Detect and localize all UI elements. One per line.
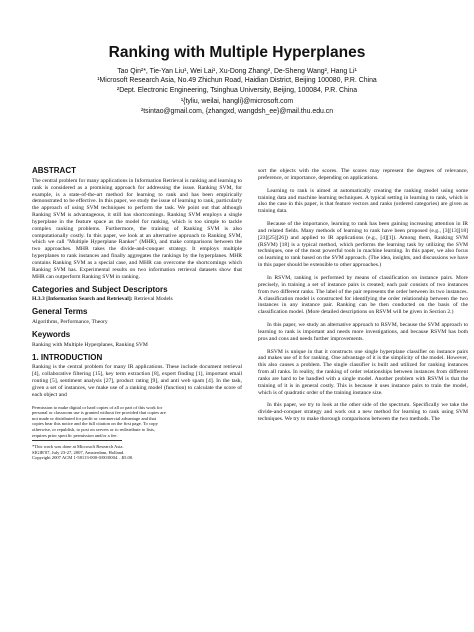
left-column — [32, 168, 242, 461]
author-block — [0, 68, 474, 117]
abstract-heading: ABSTRACT — [32, 166, 76, 175]
body-paragraph: Learning to rank is aimed at automatically creating the ranking model using some training data and machine learning techniques. A typical setting in learning to rank, which is also the case in this paper, is that feature vectors and ranks (ordered categories) are given as training data. — [258, 187, 468, 215]
categories-code: H.3.3 [Information Search and Retrieval]: — [32, 296, 133, 303]
keywords-heading: Keywords — [32, 329, 71, 339]
introduction-text: Ranking is the central problem for many IR applications. These include document retrieval [4], collaborative filtering [15], key term extraction [8], expert finding [1], important email routing [5], sentiment analysis [27], product rating [9], and anti web spam [4]. In the task, given a set of instances, we make use of a ranking model (function) to calculate the score of each object and — [32, 364, 242, 398]
affiliation-2: ²Dept. Electronic Engineering, Tsinghua University, Beijing, 100084, P.R. China — [116, 87, 358, 95]
body-paragraph: In RSVM, ranking is performed by means of classification on instance pairs. More precisely, in training a set of instance pairs is created; each pair consists of two instances from two different ranks. The label of the pair represents the order between its two instances. A classification model is constructed for identifying the order relationship between the two instances in any instance pair. Ranking can be then conducted on the basis of the classification model. (More detailed descriptions on RSVM will be given in Section 2.) — [258, 274, 468, 316]
footnote-divider — [32, 440, 122, 441]
body-paragraph: RSVM is unique in that it constructs one single hyperplane classifier on instance pairs and makes use of it for ranking. One advantage of it is the simplicity of the model. However, this also causes a problem. The single classifier is built and utilized for ranking instances from all ranks. In reality, the ranking of order relationships between instances from different ranks are hard to be handled with a single model. Another problem with RSVM is that the training of it is in general costly. This is because it uses instance pairs to train the model, which is of quadratic order of the training instance size. — [258, 348, 468, 396]
footnote-line: copies bear this notice and the full citation on the first page. To copy — [32, 421, 158, 427]
introduction-heading: 1. INTRODUCTION — [32, 352, 103, 362]
footnote-line: Permission to make digital or hard copies of all or part of this work for — [32, 404, 163, 410]
footnote-line: SIGIR'07, July 23-27, 2007, Amsterdam, Holland. — [32, 449, 125, 455]
categories-heading: Categories and Subject Descriptors — [32, 284, 168, 294]
footnote-line: not made or distributed for profit or commercial advantage and that — [32, 415, 156, 421]
footnote-line: *This work was done at Microsoft Research Asia. — [32, 444, 124, 450]
footnote-line: requires prior specific permission and/or a fee. — [32, 432, 118, 438]
footnote-line: personal or classroom use is granted without fee provided that copies are — [32, 410, 166, 416]
paper-title: Ranking with Multiple Hyperplanes — [108, 44, 366, 61]
general-terms-text: Algorithms, Performance, Theory — [32, 319, 108, 326]
categories-text — [32, 296, 242, 303]
footnote-line: otherwise, or republish, to post on servers or to redistribute to lists, — [32, 427, 155, 432]
body-paragraph: In this paper, we study an alternative approach to RSVM, because the SVM approach to learning to rank is important and needs more investigations, and because RSVM has both pros and cons and needs further improvements. — [258, 322, 468, 342]
email-2: ²tsintao@gmail.com, {zhangxd, wangdsh_ee}@mail.thu.edu.cn — [140, 108, 334, 116]
footnote-line: Copyright 2007 ACM 1-58113-000-0/00/0004…$5.00. — [32, 455, 134, 461]
keywords-text: Ranking with Multiple Hyperplanes, Ranking SVM — [32, 341, 148, 348]
body-paragraph: sort the objects with the scores. The scores may represent the degrees of relevance, preference, or importance, depending on applications. — [258, 168, 468, 181]
author-names: Tao Qin²*, Tie-Yan Liu¹, Wei Lai¹, Xu-Dong Zhang², De-Sheng Wang², Hang Li¹ — [117, 68, 357, 75]
affiliation-1: ¹Microsoft Research Asia, No.49 Zhichun Road, Haidian District, Beijing 100080, P.R. China — [97, 76, 377, 84]
categories-label: Retrieval Models — [132, 296, 173, 303]
general-terms-heading: General Terms — [32, 307, 88, 317]
body-paragraph: In this paper, we try to look at the other side of the spectrum. Specifically we take the divide-and-conquer strategy and work out a new method for learning to rank using SVM techniques. We try to make thorough comparisons between the two methods. The — [258, 402, 468, 423]
email-1: ¹{tyliu, weilai, hangli}@microsoft.com — [180, 97, 294, 105]
body-paragraph: Because of the importance, learning to rank has been gaining increasing attention in IR and related fields. Many methods of learning to rank have been proposed (e.g., [3][13][18][23][25][26]) and applied to IR applications (e.g., [4][1]). Among them, Ranking SVM (RSVM) [18] is a typical method, which performs the learning task by utilizing the SVM techniques, one of the most powerful tools in machine learning. In this paper, we also focus on learning to rank based on the SVM approach. (The idea, insights, and discussions we have in this paper should be extensible to other approaches.) — [258, 221, 468, 269]
abstract-text: The central problem for many applications in Information Retrieval is ranking and learning to rank is considered as a promising approach for addressing the issue. Ranking SVM, for example, is a state-of-the-art method for learning to rank and has been empirically demonstrated to be effective. In this paper, we study the issue of learning to rank, particularly the approach of using SVM techniques to perform the task. We point out that although Ranking SVM is advantageous, it still has shortcomings. Ranking SVM employs a single hyperplane in the feature space as the model for ranking, which is too simple to tackle complex ranking problems. Furthermore, the training of Ranking SVM is also computationally costly. In this paper, we look at an alternative approach to Ranking SVM, which we call "Multiple Hyperplane Ranker" (MHR), and make comparisons between the two approaches. MHR takes the divide-and-conquer strategy. It employs multiple hyperplanes to rank instances and finally aggregates the rankings by the hyperplanes. MHR contains Ranking SVM as a special case, and MHR can overcome the shortcomings which Ranking SVM has. Experimental results on two information retrieval datasets show that MHR can outperform Ranking SVM in ranking. — [32, 177, 242, 280]
right-column — [258, 168, 468, 429]
copyright-footnote — [32, 405, 242, 461]
